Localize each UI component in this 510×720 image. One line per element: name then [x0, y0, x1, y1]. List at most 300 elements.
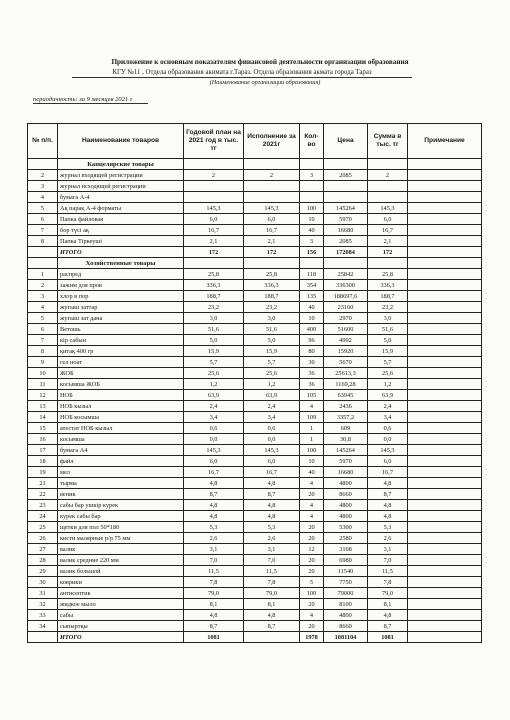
- sum-value: 3,4: [368, 412, 408, 423]
- execution-value: 3,0: [244, 313, 300, 324]
- row-number: 9: [28, 357, 58, 368]
- row-number: 2: [28, 280, 58, 291]
- price-value: 11540: [324, 566, 368, 577]
- quantity-value: 3: [300, 236, 324, 247]
- quantity-value: 20: [300, 489, 324, 500]
- total-row: [28, 632, 482, 643]
- sum-value: 336,3: [368, 280, 408, 291]
- sum-value: 6,0: [368, 214, 408, 225]
- note-value: [408, 335, 482, 346]
- total-row-number: [28, 247, 58, 258]
- price-value: [324, 181, 368, 192]
- price-value: 5970: [324, 456, 368, 467]
- quantity-value: 96: [300, 335, 324, 346]
- note-value: [408, 291, 482, 302]
- item-name: НОБ: [58, 390, 184, 401]
- sum-value: 4,8: [368, 511, 408, 522]
- sum-value: 4,8: [368, 500, 408, 511]
- row-number: 2: [28, 170, 58, 181]
- table-row: [28, 401, 482, 412]
- section-empty-cell: [368, 258, 408, 269]
- section-empty-cell: [408, 159, 482, 170]
- table-row: [28, 577, 482, 588]
- price-value: 16680: [324, 467, 368, 478]
- quantity-value: 5: [300, 577, 324, 588]
- plan-value: 16,7: [184, 225, 244, 236]
- table-row: [28, 478, 482, 489]
- note-value: [408, 478, 482, 489]
- item-name: валик средние 220 мм: [58, 555, 184, 566]
- row-number: 5: [28, 203, 58, 214]
- price-value: 5300: [324, 522, 368, 533]
- execution-value: 4,8: [244, 511, 300, 522]
- table-row: [28, 313, 482, 324]
- plan-value: 0,6: [184, 423, 244, 434]
- note-value: [408, 544, 482, 555]
- price-value: 8660: [324, 489, 368, 500]
- execution-value: [244, 181, 300, 192]
- execution-value: 16,7: [244, 225, 300, 236]
- quantity-value: 100: [300, 445, 324, 456]
- quantity-value: 4: [300, 478, 324, 489]
- sum-value: 16,7: [368, 467, 408, 478]
- sum-value: 25,6: [368, 368, 408, 379]
- quantity-value: 100: [300, 203, 324, 214]
- section-header-row: [28, 258, 482, 269]
- price-value: 3357,2: [324, 412, 368, 423]
- table-row: [28, 214, 482, 225]
- execution-value: 2: [244, 170, 300, 181]
- note-value: [408, 203, 482, 214]
- total-sum-value: 172: [368, 247, 408, 258]
- price-value: 5970: [324, 214, 368, 225]
- price-value: 336300: [324, 280, 368, 291]
- total-price-value: 172084: [324, 247, 368, 258]
- quantity-value: 40: [300, 225, 324, 236]
- note-value: [408, 324, 482, 335]
- table-row: [28, 280, 482, 291]
- price-value: 25842: [324, 269, 368, 280]
- plan-value: [184, 192, 244, 203]
- item-name: бор түсі ақ: [58, 225, 184, 236]
- table-row: [28, 412, 482, 423]
- plan-value: 336,3: [184, 280, 244, 291]
- sum-value: 3,0: [368, 313, 408, 324]
- sum-value: 0,6: [368, 423, 408, 434]
- plan-value: 25,8: [184, 269, 244, 280]
- sum-value: 7,8: [368, 577, 408, 588]
- note-value: [408, 456, 482, 467]
- col-header-note: Примечание: [408, 124, 482, 159]
- quantity-value: 10: [300, 313, 324, 324]
- section-header-row: [28, 159, 482, 170]
- item-name: қитақ 400 гр: [58, 346, 184, 357]
- row-number: 7: [28, 225, 58, 236]
- execution-value: 145,3: [244, 203, 300, 214]
- item-name: НОБ кызыл: [58, 401, 184, 412]
- plan-value: 25,6: [184, 368, 244, 379]
- plan-value: 23,2: [184, 302, 244, 313]
- sum-value: 8,1: [368, 599, 408, 610]
- row-number: 17: [28, 445, 58, 456]
- note-value: [408, 522, 482, 533]
- sum-value: 11,5: [368, 566, 408, 577]
- execution-value: 63,9: [244, 390, 300, 401]
- row-number: 28: [28, 555, 58, 566]
- section-empty-cell: [28, 159, 58, 170]
- plan-value: 11,5: [184, 566, 244, 577]
- sum-value: 79,0: [368, 588, 408, 599]
- row-number: 13: [28, 401, 58, 412]
- quantity-value: [300, 192, 324, 203]
- table-row: [28, 566, 482, 577]
- price-value: 609: [324, 423, 368, 434]
- note-value: [408, 621, 482, 632]
- table-row: [28, 544, 482, 555]
- section-empty-cell: [244, 258, 300, 269]
- total-sum-value: 1081: [368, 632, 408, 643]
- total-note-value: [408, 247, 482, 258]
- table-row: [28, 522, 482, 533]
- section-empty-cell: [368, 159, 408, 170]
- item-name: ЖОБ: [58, 368, 184, 379]
- total-row-number: [28, 632, 58, 643]
- note-value: [408, 379, 482, 390]
- quantity-value: 10: [300, 456, 324, 467]
- sum-value: [368, 181, 408, 192]
- price-value: 2580: [324, 533, 368, 544]
- plan-value: 4,8: [184, 511, 244, 522]
- execution-value: 6,0: [244, 214, 300, 225]
- row-number: 32: [28, 599, 58, 610]
- execution-value: 8,7: [244, 489, 300, 500]
- table-row: [28, 346, 482, 357]
- note-value: [408, 500, 482, 511]
- plan-value: 1,2: [184, 379, 244, 390]
- execution-value: 145,3: [244, 445, 300, 456]
- quantity-value: 100: [300, 588, 324, 599]
- note-value: [408, 170, 482, 181]
- price-value: 3108: [324, 544, 368, 555]
- table-row: [28, 192, 482, 203]
- table-row: [28, 225, 482, 236]
- item-name: Папка Тіркеуші: [58, 236, 184, 247]
- price-value: 188697,6: [324, 291, 368, 302]
- section-title: Канцелярские товары: [58, 159, 184, 170]
- total-row: [28, 247, 482, 258]
- row-number: 19: [28, 467, 58, 478]
- sum-value: 5,3: [368, 522, 408, 533]
- quantity-value: 4: [300, 401, 324, 412]
- plan-value: 51,6: [184, 324, 244, 335]
- execution-value: 4,8: [244, 500, 300, 511]
- price-value: 2436: [324, 401, 368, 412]
- col-header-execution: Исполнение за 2021г: [244, 124, 300, 159]
- price-value: 15920: [324, 346, 368, 357]
- price-value: 63945: [324, 390, 368, 401]
- total-note-value: [408, 632, 482, 643]
- item-name: Ветошь: [58, 324, 184, 335]
- section-empty-cell: [324, 258, 368, 269]
- sum-value: 23,2: [368, 302, 408, 313]
- col-header-plan: Годовой план на 2021 год в тыс. тг: [184, 124, 244, 159]
- document-title: Приложение к основным показателям финансовой деятельности организации образования: [111, 58, 409, 66]
- row-number: 11: [28, 379, 58, 390]
- price-value: [324, 192, 368, 203]
- price-value: 4800: [324, 478, 368, 489]
- item-name: Папка файловая: [58, 214, 184, 225]
- section-empty-cell: [184, 159, 244, 170]
- quantity-value: 36: [300, 368, 324, 379]
- sum-value: 145,3: [368, 203, 408, 214]
- table-row: [28, 456, 482, 467]
- quantity-value: 3: [300, 170, 324, 181]
- sum-value: 145,3: [368, 445, 408, 456]
- quantity-value: 20: [300, 566, 324, 577]
- reporting-period: периодичность: за 9 месяцев 2021 г: [33, 96, 148, 104]
- execution-value: 3,1: [244, 544, 300, 555]
- table-row: [28, 302, 482, 313]
- quantity-value: 80: [300, 346, 324, 357]
- note-value: [408, 599, 482, 610]
- execution-value: 4,8: [244, 610, 300, 621]
- price-value: 4800: [324, 500, 368, 511]
- item-name: НОБ косымша: [58, 412, 184, 423]
- execution-value: 25,8: [244, 269, 300, 280]
- quantity-value: 1: [300, 423, 324, 434]
- plan-value: 145,3: [184, 445, 244, 456]
- row-number: 8: [28, 346, 58, 357]
- table-row: [28, 181, 482, 192]
- note-value: [408, 357, 482, 368]
- sum-value: 25,8: [368, 269, 408, 280]
- price-value: 8660: [324, 621, 368, 632]
- row-number: 6: [28, 214, 58, 225]
- organization-name: КГУ №11 , Отдела образования акимата г.Тараз. Отдела образования акмата города Тараз: [72, 69, 412, 78]
- note-value: [408, 225, 482, 236]
- item-name: гел ноат: [58, 357, 184, 368]
- sum-value: 4,8: [368, 610, 408, 621]
- quantity-value: [300, 181, 324, 192]
- quantity-value: 135: [300, 291, 324, 302]
- execution-value: 23,2: [244, 302, 300, 313]
- row-number: 6: [28, 324, 58, 335]
- sum-value: 2,6: [368, 533, 408, 544]
- quantity-value: 20: [300, 522, 324, 533]
- note-value: [408, 214, 482, 225]
- row-number: 16: [28, 434, 58, 445]
- execution-value: 8,1: [244, 599, 300, 610]
- item-name: Ақ парақ А-4 форматы: [58, 203, 184, 214]
- total-item-name: ИТОГО: [58, 247, 184, 258]
- table-row: [28, 434, 482, 445]
- plan-value: 4,8: [184, 610, 244, 621]
- sum-value: 4,8: [368, 478, 408, 489]
- table-row: [28, 511, 482, 522]
- plan-value: 145,3: [184, 203, 244, 214]
- row-number: 25: [28, 522, 58, 533]
- plan-value: 2,1: [184, 236, 244, 247]
- section-empty-cell: [184, 258, 244, 269]
- total-execution-value: [244, 632, 300, 643]
- quantity-value: 36: [300, 379, 324, 390]
- quantity-value: 40: [300, 467, 324, 478]
- sum-value: 3,1: [368, 544, 408, 555]
- item-name: коврики: [58, 577, 184, 588]
- table-row: [28, 489, 482, 500]
- execution-value: 5,3: [244, 522, 300, 533]
- row-number: 31: [28, 588, 58, 599]
- col-header-sum: Сумма в тыс. тг: [368, 124, 408, 159]
- note-value: [408, 533, 482, 544]
- item-name: косымша: [58, 434, 184, 445]
- total-price-value: 1081104: [324, 632, 368, 643]
- plan-value: 79,0: [184, 588, 244, 599]
- note-value: [408, 577, 482, 588]
- sum-value: 7,0: [368, 555, 408, 566]
- plan-value: 3,1: [184, 544, 244, 555]
- plan-value: 2: [184, 170, 244, 181]
- note-value: [408, 423, 482, 434]
- item-name: жидкое мыло: [58, 599, 184, 610]
- note-value: [408, 302, 482, 313]
- row-number: 15: [28, 423, 58, 434]
- table-row: [28, 610, 482, 621]
- item-name: атестат НОБ кызыл: [58, 423, 184, 434]
- item-name: веник: [58, 489, 184, 500]
- quantity-value: 30: [300, 357, 324, 368]
- price-value: 4992: [324, 335, 368, 346]
- col-header-quantity: Кол-во: [300, 124, 324, 159]
- row-number: 26: [28, 533, 58, 544]
- row-number: 5: [28, 313, 58, 324]
- price-value: 7750: [324, 577, 368, 588]
- note-value: [408, 269, 482, 280]
- table-row: [28, 555, 482, 566]
- plan-value: 5,0: [184, 335, 244, 346]
- execution-value: 6,0: [244, 456, 300, 467]
- plan-value: 63,9: [184, 390, 244, 401]
- price-value: 51600: [324, 324, 368, 335]
- item-name: хлор в пор: [58, 291, 184, 302]
- note-value: [408, 192, 482, 203]
- row-number: 3: [28, 291, 58, 302]
- row-number: 1: [28, 269, 58, 280]
- plan-value: 4,8: [184, 500, 244, 511]
- quantity-value: 400: [300, 324, 324, 335]
- section-empty-cell: [300, 258, 324, 269]
- section-empty-cell: [28, 258, 58, 269]
- price-value: 6980: [324, 555, 368, 566]
- table-row: [28, 588, 482, 599]
- plan-value: 16,7: [184, 467, 244, 478]
- plan-value: [184, 181, 244, 192]
- item-name: жуғыш заттар: [58, 302, 184, 313]
- item-name: тырма: [58, 478, 184, 489]
- note-value: [408, 555, 482, 566]
- execution-value: 3,4: [244, 412, 300, 423]
- price-value: 145264: [324, 445, 368, 456]
- table-row: [28, 379, 482, 390]
- table-row: [28, 203, 482, 214]
- note-value: [408, 467, 482, 478]
- item-name: косымша ЖОБ: [58, 379, 184, 390]
- execution-value: 25,6: [244, 368, 300, 379]
- price-value: 1169,28: [324, 379, 368, 390]
- table-header-row: [28, 124, 482, 159]
- total-quantity-value: 1978: [300, 632, 324, 643]
- section-title: Хозяйственные товары: [58, 258, 184, 269]
- sum-value: 0,0: [368, 434, 408, 445]
- col-header-name: Наименование товаров: [58, 124, 184, 159]
- row-number: 30: [28, 577, 58, 588]
- section-empty-cell: [300, 159, 324, 170]
- row-number: 34: [28, 621, 58, 632]
- col-header-price: Цена: [324, 124, 368, 159]
- execution-value: 0,6: [244, 423, 300, 434]
- sum-value: [368, 192, 408, 203]
- quantity-value: 1: [300, 434, 324, 445]
- price-value: 5670: [324, 357, 368, 368]
- table-row: [28, 236, 482, 247]
- execution-value: 5,0: [244, 335, 300, 346]
- plan-value: 6,0: [184, 456, 244, 467]
- item-name: сабы: [58, 610, 184, 621]
- plan-value: 6,0: [184, 214, 244, 225]
- plan-value: 8,1: [184, 599, 244, 610]
- plan-value: 7,0: [184, 555, 244, 566]
- row-number: 33: [28, 610, 58, 621]
- execution-value: 0,0: [244, 434, 300, 445]
- execution-value: 4,8: [244, 478, 300, 489]
- item-name: валик: [58, 544, 184, 555]
- execution-value: 11,5: [244, 566, 300, 577]
- goods-table: [27, 123, 482, 643]
- plan-value: 3,4: [184, 412, 244, 423]
- note-value: [408, 434, 482, 445]
- item-name: валик большой: [58, 566, 184, 577]
- price-value: 16680: [324, 225, 368, 236]
- row-number: 12: [28, 390, 58, 401]
- item-name: кисти малярные р/р 75 мм: [58, 533, 184, 544]
- note-value: [408, 236, 482, 247]
- price-value: 2085: [324, 236, 368, 247]
- execution-value: 51,6: [244, 324, 300, 335]
- execution-value: 7,8: [244, 577, 300, 588]
- plan-value: 7,8: [184, 577, 244, 588]
- row-number: 29: [28, 566, 58, 577]
- execution-value: 16,7: [244, 467, 300, 478]
- quantity-value: 118: [300, 269, 324, 280]
- table-row: [28, 291, 482, 302]
- plan-value: 4,8: [184, 478, 244, 489]
- sum-value: 51,6: [368, 324, 408, 335]
- note-value: [408, 588, 482, 599]
- item-name: сыпыртқы: [58, 621, 184, 632]
- total-execution-value: 172: [244, 247, 300, 258]
- table-row: [28, 445, 482, 456]
- plan-value: 8,7: [184, 489, 244, 500]
- table-body: [28, 159, 482, 643]
- plan-value: 5,3: [184, 522, 244, 533]
- row-number: 18: [28, 456, 58, 467]
- execution-value: 2,4: [244, 401, 300, 412]
- execution-value: 2,1: [244, 236, 300, 247]
- execution-value: 15,9: [244, 346, 300, 357]
- item-name: кір сабын: [58, 335, 184, 346]
- row-number: 14: [28, 412, 58, 423]
- table-row: [28, 335, 482, 346]
